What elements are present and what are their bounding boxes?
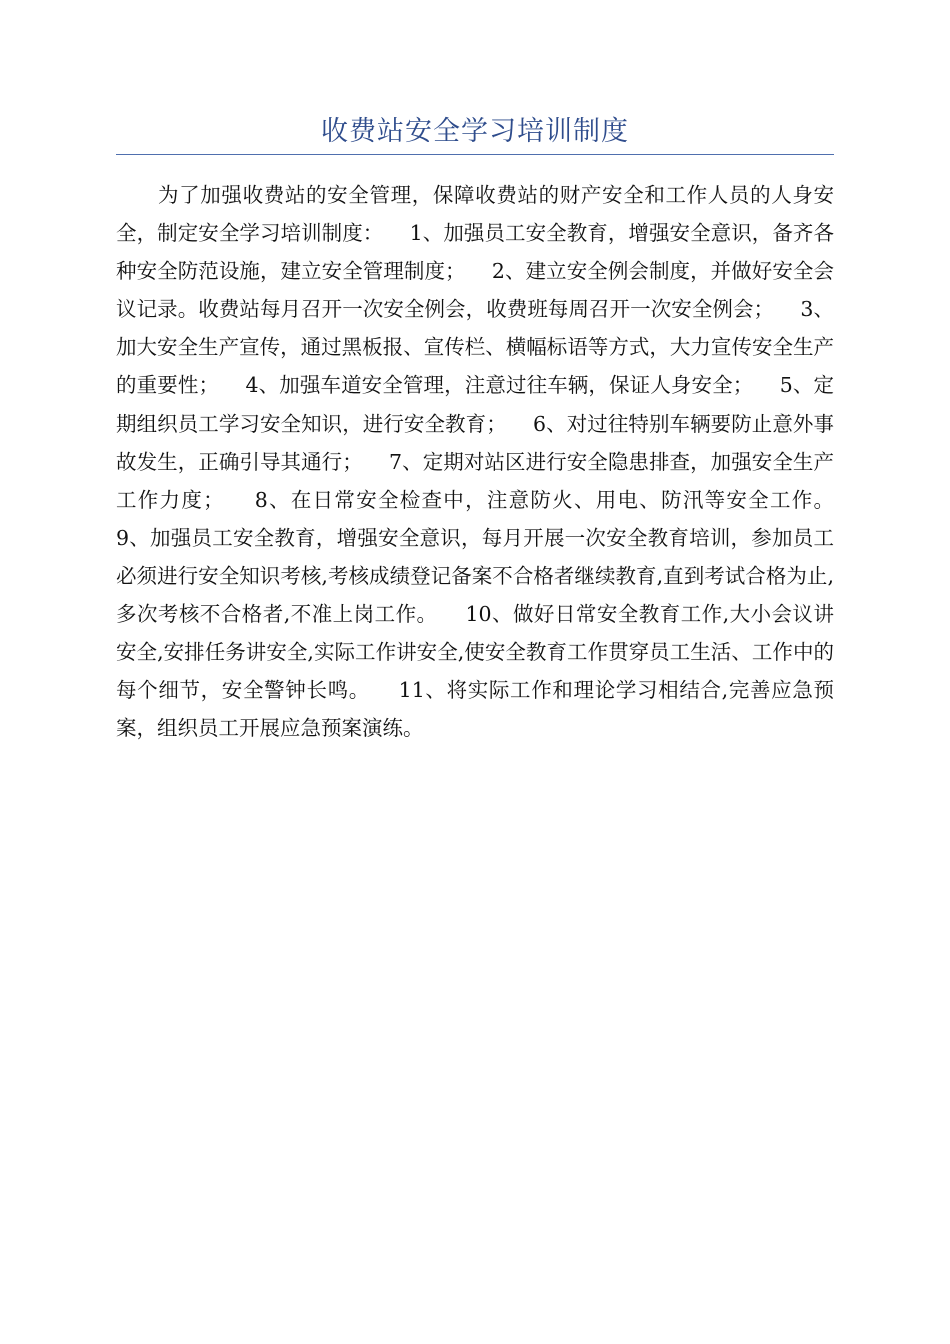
document-body: 为了加强收费站的安全管理，保障收费站的财产安全和工作人员的人身安全，制定安全学习培训制度： 1、加强员工安全教育，增强安全意识，备齐各种安全防范设施，建立安全管理制度； 2、建立安全例会制度，并做好安全会议记录。收费站每月召开一次安全例会，收费班每周召开一次安全例会； 3、加大安全生产宣传，通过黑板报、宣传栏、横幅标语等方式，大力宣传安全生产的重要性； 4、加强车道安全管理，注意过往车辆，保证人身安全； 5、定期组织员工学习安全知识，进行安全教育； 6、对过往特别车辆要防止意外事故发生，正确引导其通行； 7、定期对站区进行安全隐患排查，加强安全生产工作力度； 8、在日常安全检查中，注意防火、用电、防汛等安全工作。 9、加强员工安全教育，增强安全意识，每月开展一次安全教育培训，参加员工必须进行安全知识考核,考核成绩登记备案不合格者继续教育,直到考试合格为止,多次考核不合格者,不准上岗工作。 10、做好日常安全教育工作,大小会议讲安全,安排任务讲安全,实际工作讲安全,使安全教育工作贯穿员工生活、工作中的每个细节，安全警钟长鸣。 11、将实际工作和理论学习相结合,完善应急预案，组织员工开展应急预案演练。 (116, 183, 861, 741)
title-underline (116, 154, 834, 155)
document-title: 收费站安全学习培训制度 (321, 116, 629, 147)
